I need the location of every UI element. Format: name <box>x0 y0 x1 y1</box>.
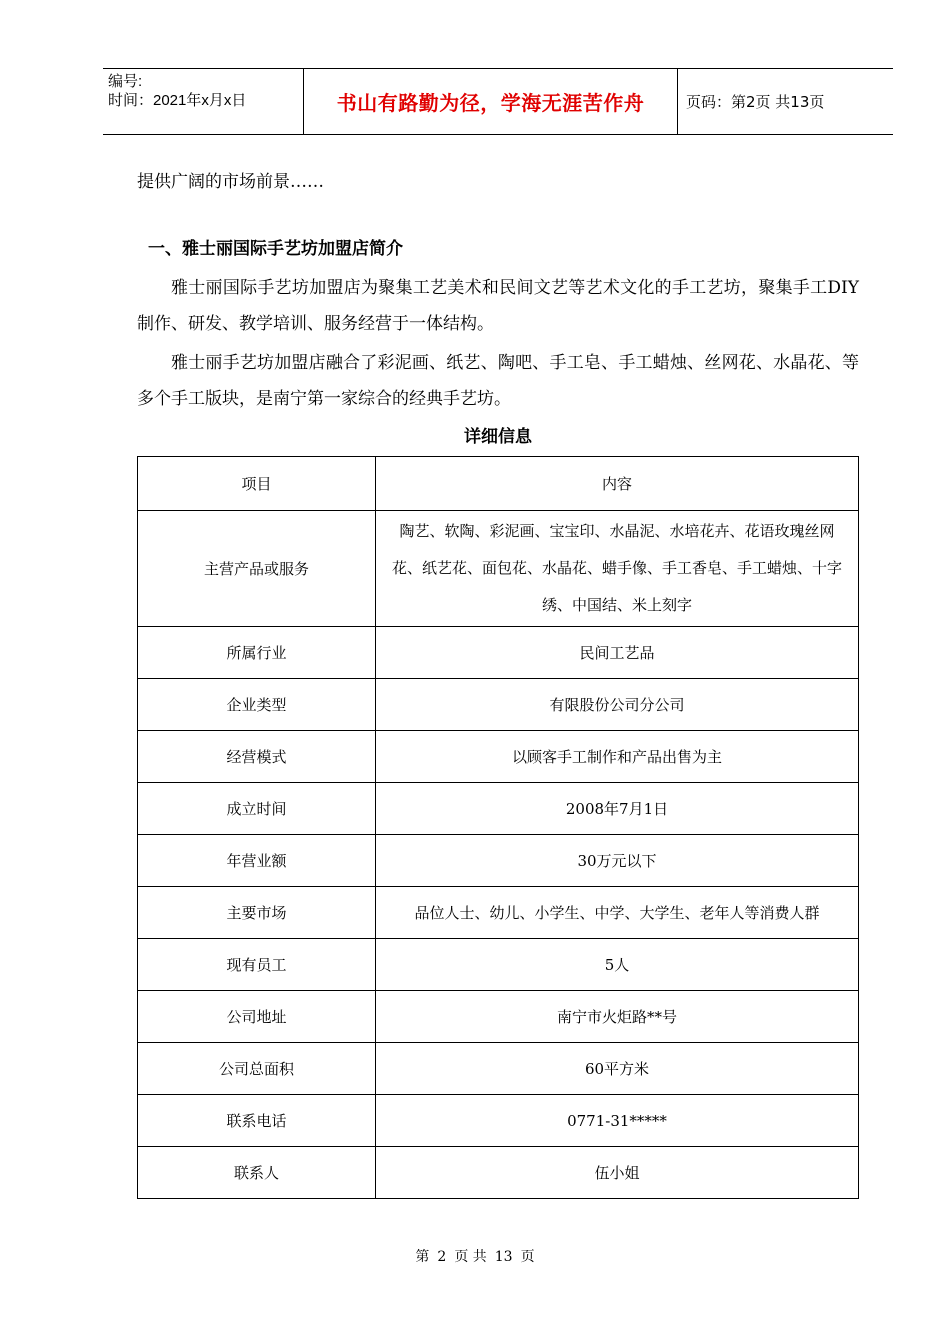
row-content: 伍小姐 <box>376 1147 859 1199</box>
footer-page-number: 2 <box>437 1249 447 1265</box>
row-content: 陶艺、软陶、彩泥画、宝宝印、水晶泥、水培花卉、花语玫瑰丝网花、纸艺花、面包花、水晶花、蜡手像、手工香皂、手工蜡烛、十字绣、中国结、米上刻字 <box>376 511 859 627</box>
row-content: 南宁市火炬路**号 <box>376 991 859 1043</box>
page-footer <box>0 1246 950 1266</box>
table-row <box>138 887 859 939</box>
paragraph-1: 雅士丽国际手艺坊加盟店为聚集工艺美术和民间文艺等艺术文化的手工艺坊，聚集手工DIY制作、研发、教学培训、服务经营于一体结构。 <box>137 278 859 334</box>
table-row <box>138 783 859 835</box>
footer-suffix: 页 <box>520 1249 535 1265</box>
header-meta <box>103 69 304 134</box>
table-row <box>138 835 859 887</box>
header-content: 内容 <box>376 457 859 511</box>
table-row <box>138 1095 859 1147</box>
header-motto: 书山有路勤为径，学海无涯苦作舟 <box>304 69 678 134</box>
row-item: 联系人 <box>138 1147 376 1199</box>
page-header <box>103 68 893 135</box>
row-item: 现有员工 <box>138 939 376 991</box>
row-content: 30万元以下 <box>376 835 859 887</box>
row-item: 联系电话 <box>138 1095 376 1147</box>
header-page-label: 页码：第2页 共13页 <box>686 93 825 111</box>
row-content: 60平方米 <box>376 1043 859 1095</box>
table-row <box>138 679 859 731</box>
table-row <box>138 991 859 1043</box>
row-item: 经营模式 <box>138 731 376 783</box>
section-heading: 一、雅士丽国际手艺坊加盟店简介 <box>148 239 403 259</box>
row-item: 公司地址 <box>138 991 376 1043</box>
row-content: 以顾客手工制作和产品出售为主 <box>376 731 859 783</box>
row-item: 所属行业 <box>138 627 376 679</box>
table-row <box>138 1043 859 1095</box>
table-title: 详细信息 <box>464 427 532 447</box>
paragraph-2: 雅士丽手艺坊加盟店融合了彩泥画、纸艺、陶吧、手工皂、手工蜡烛、丝网花、水晶花、等多个手工版块，是南宁第一家综合的经典手艺坊。 <box>137 353 859 409</box>
row-content: 2008年7月1日 <box>376 783 859 835</box>
table-row <box>138 1147 859 1199</box>
header-item: 项目 <box>138 457 376 511</box>
row-content: 0771-31***** <box>376 1095 859 1147</box>
row-item: 年营业额 <box>138 835 376 887</box>
time-label: 时间：2021年x月x日 <box>108 92 247 109</box>
table-header-row <box>138 457 859 511</box>
row-item: 成立时间 <box>138 783 376 835</box>
table-row <box>138 511 859 627</box>
table-row <box>138 627 859 679</box>
footer-total-pages: 13 <box>494 1249 513 1265</box>
footer-mid: 页 共 <box>454 1249 487 1265</box>
intro-line: 提供广阔的市场前景…… <box>137 172 324 192</box>
row-content: 民间工艺品 <box>376 627 859 679</box>
number-label: 编号: <box>108 73 143 90</box>
row-content: 品位人士、幼儿、小学生、中学、大学生、老年人等消费人群 <box>376 887 859 939</box>
row-item: 企业类型 <box>138 679 376 731</box>
table-row <box>138 939 859 991</box>
row-item: 公司总面积 <box>138 1043 376 1095</box>
row-content: 有限股份公司分公司 <box>376 679 859 731</box>
row-item: 主要市场 <box>138 887 376 939</box>
footer-prefix: 第 <box>415 1249 430 1265</box>
row-item: 主营产品或服务 <box>138 511 376 627</box>
table-row <box>138 731 859 783</box>
row-content: 5人 <box>376 939 859 991</box>
detail-table <box>137 456 859 1199</box>
